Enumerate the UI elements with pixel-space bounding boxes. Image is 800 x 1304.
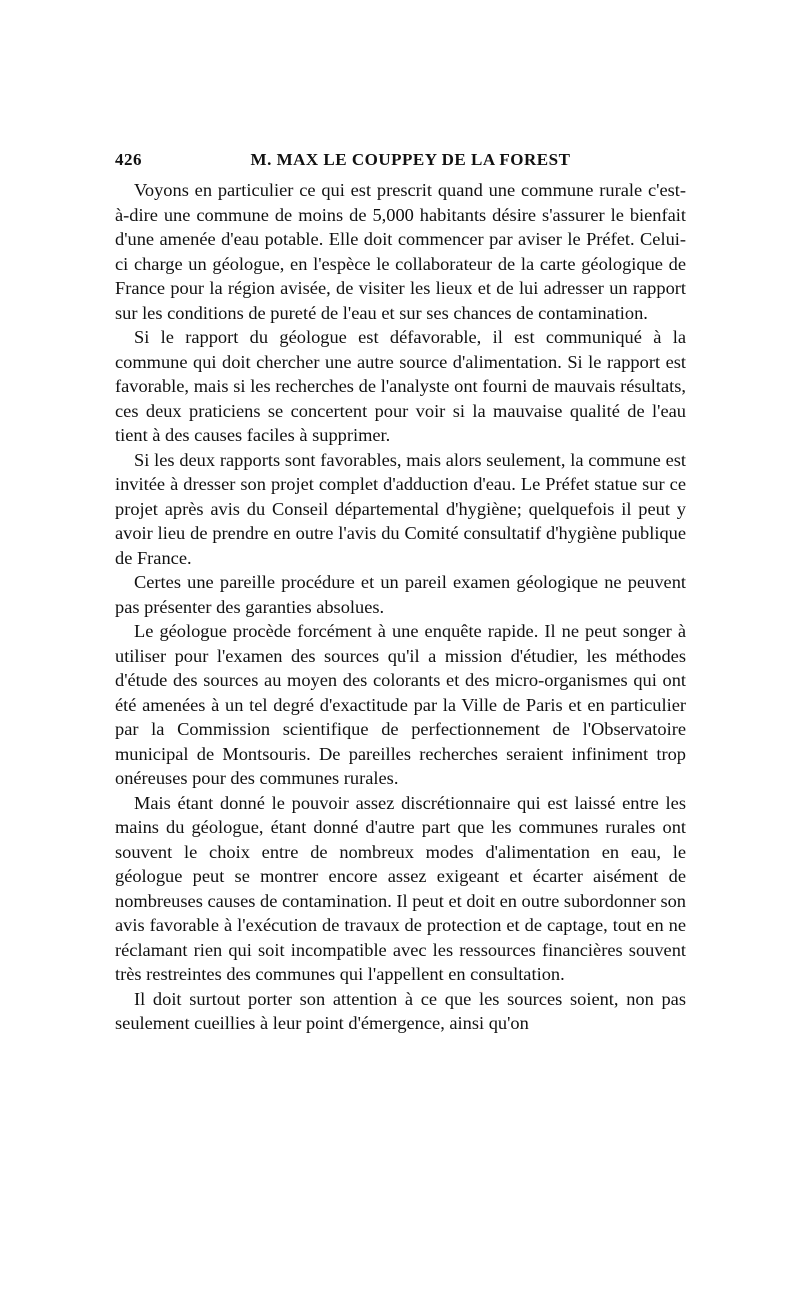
paragraph: Certes une pareille procédure et un pareil examen géologique ne peuvent pas présenter des garanties absolues.	[115, 572, 686, 617]
paragraph: Si le rapport du géologue est défavorable, il est communiqué à la commune qui doit chercher une autre source d'alimentation. Si le rapport est favorable, mais si les recherches de l'analyste ont fourni de mauvais résultats, ces deux praticiens se concertent pour voir si la mauvaise qualité de l'eau tient à des causes faciles à supprimer.	[115, 327, 686, 445]
running-title: M. MAX LE COUPPEY DE LA FOREST	[250, 150, 571, 169]
paragraph: Si les deux rapports sont favorables, mais alors seulement, la commune est invitée à dresser son projet complet d'adduction d'eau. Le Préfet statue sur ce projet après avis du Conseil départemental d'hygiène; quelquefois il peut y avoir lieu de prendre en outre l'avis du Comité consultatif d'hygiène publique de France.	[115, 449, 686, 568]
paragraph: Le géologue procède forcément à une enquête rapide. Il ne peut songer à utiliser pour l'examen des sources qu'il a mission d'étudier, les méthodes d'étude des sources au moyen des colorants et des micro-organismes qui ont été amenées à un tel degré d'exactitude par la Ville de Paris et en particulier par la Commission scientifique de perfectionnement de l'Observatoire municipal de Montsouris. De pareilles recherches seraient infiniment trop onéreuses pour des communes rurales.	[115, 621, 686, 788]
page-number: 426	[115, 150, 142, 169]
paragraph: Mais étant donné le pouvoir assez discrétionnaire qui est laissé entre les mains du géologue, étant donné d'autre part que les communes rurales ont souvent le choix entre de nombreux modes d'alimentation en eau, le géologue peut se montrer encore assez exigeant et écarter aisément de nombreuses causes de contamination. Il peut et doit en outre subordonner son avis favorable à l'exécution de travaux de protection et de captage, tout en ne réclamant rien qui soit incompatible avec les ressources financières souvent très restreintes des communes qui l'appellent en consultation.	[115, 792, 686, 984]
body-text	[115, 178, 686, 1036]
paragraph: Il doit surtout porter son attention à ce que les sources soient, non pas seulement cueillies à leur point d'émergence, ainsi qu'on	[115, 988, 686, 1033]
page-header	[115, 150, 686, 174]
paragraph: Voyons en particulier ce qui est prescrit quand une commune rurale c'est-à-dire une commune de moins de 5,000 habitants désire s'assurer le bienfait d'une amenée d'eau potable. Elle doit commencer par aviser le Préfet. Celui-ci charge un géologue, en l'espèce le collaborateur de la carte géologique de France pour la région avisée, de visiter les lieux et de lui adresser un rapport sur les conditions de pureté de l'eau et sur ses chances de contamination.	[115, 180, 686, 323]
